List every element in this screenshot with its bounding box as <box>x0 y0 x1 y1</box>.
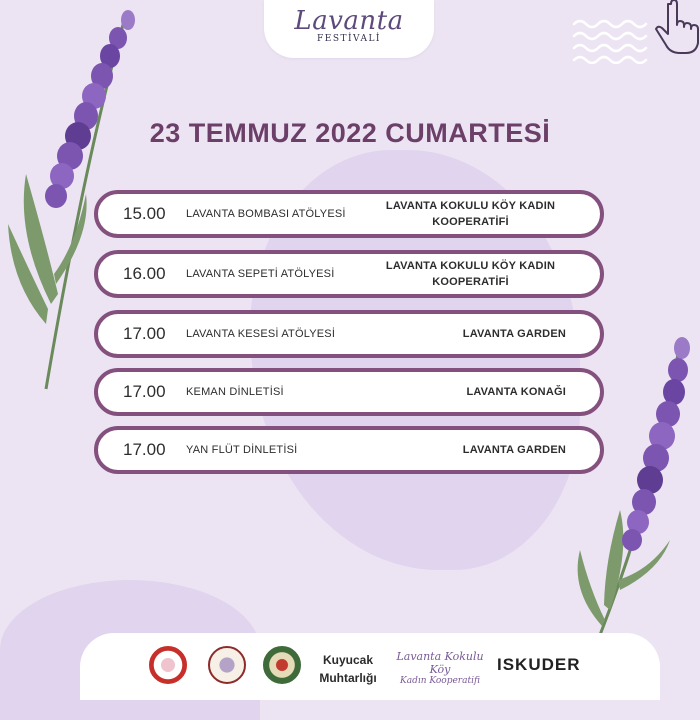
event-place: LAVANTA GARDEN <box>462 444 566 456</box>
district-seal-logo <box>263 646 301 684</box>
place-line: KOOPERATİFİ <box>432 276 509 288</box>
place-line: KOOPERATİFİ <box>432 216 509 228</box>
event-name: LAVANTA SEPETİ ATÖLYESİ <box>186 268 335 280</box>
event-time: 17.00 <box>123 382 166 401</box>
event-time: 17.00 <box>123 324 166 343</box>
municipality-seal-logo <box>149 646 187 684</box>
pointing-hand-icon <box>652 0 700 62</box>
koop-line2: Kadın Kooperatifi <box>400 676 480 686</box>
iskuder-logo: ISKUDER <box>497 655 581 674</box>
schedule-row <box>94 368 604 416</box>
wave-lines-icon <box>572 18 648 64</box>
event-place: LAVANTA GARDEN <box>462 328 566 340</box>
schedule-row <box>94 190 604 238</box>
event-place <box>363 194 578 234</box>
event-name: LAVANTA BOMBASI ATÖLYESİ <box>186 208 346 220</box>
event-place <box>363 254 578 294</box>
kaymakamlik-seal-logo <box>208 646 246 684</box>
muhtarlik-label <box>312 651 384 687</box>
event-time: 16.00 <box>123 264 166 283</box>
event-name: LAVANTA KESESİ ATÖLYESİ <box>186 328 336 340</box>
place-line: LAVANTA KOKULU KÖY KADIN <box>385 200 556 212</box>
schedule-row <box>94 426 604 474</box>
event-name: YAN FLÜT DİNLETİSİ <box>186 444 298 456</box>
cooperative-logo <box>392 650 488 686</box>
page-title: 23 TEMMUZ 2022 CUMARTESİ <box>149 118 551 148</box>
event-time: 15.00 <box>123 204 166 223</box>
event-place: LAVANTA KONAĞI <box>466 386 566 398</box>
event-time: 17.00 <box>123 440 166 459</box>
muhtarlik-line1: Kuyucak <box>322 653 374 667</box>
schedule-row <box>94 310 604 358</box>
place-line: LAVANTA KOKULU KÖY KADIN <box>385 260 556 272</box>
koop-line1: Lavanta Kokulu Köy <box>396 650 484 676</box>
muhtarlik-line2: Muhtarlığı <box>319 671 377 685</box>
festival-logo <box>264 0 434 58</box>
event-name: KEMAN DİNLETİSİ <box>186 386 284 398</box>
logo-sub-text: FESTİVALİ <box>317 34 381 44</box>
schedule-row <box>94 250 604 298</box>
logo-script-text: Lavanta <box>294 6 404 36</box>
